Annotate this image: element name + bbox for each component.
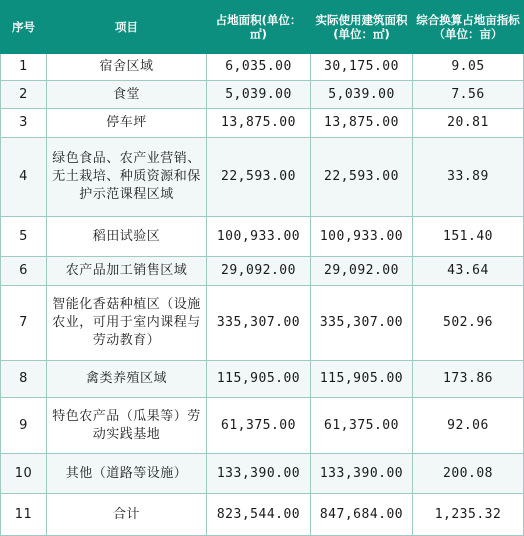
header-no: 序号 xyxy=(1,1,47,54)
row-project: 宿舍区域 xyxy=(47,54,207,81)
row-building-area: 29,092.00 xyxy=(311,257,413,286)
table-row xyxy=(1,109,524,138)
row-mu-index: 9.05 xyxy=(413,54,524,81)
table-row xyxy=(1,361,524,398)
row-building-area: 13,875.00 xyxy=(311,109,413,138)
row-project: 农产品加工销售区域 xyxy=(47,257,207,286)
row-building-area: 61,375.00 xyxy=(311,398,413,454)
header-project: 项目 xyxy=(47,1,207,54)
row-mu-index: 502.96 xyxy=(413,286,524,361)
row-mu-index: 173.86 xyxy=(413,361,524,398)
row-no: 4 xyxy=(1,138,47,217)
row-building-area: 115,905.00 xyxy=(311,361,413,398)
row-mu-index: 33.89 xyxy=(413,138,524,217)
row-no: 7 xyxy=(1,286,47,361)
row-building-area: 133,390.00 xyxy=(311,454,413,494)
table-row xyxy=(1,286,524,361)
row-no: 9 xyxy=(1,398,47,454)
row-land-area: 133,390.00 xyxy=(207,454,311,494)
row-land-area: 100,933.00 xyxy=(207,217,311,257)
row-mu-index: 1,235.32 xyxy=(413,494,524,536)
table-row xyxy=(1,398,524,454)
row-project: 绿色食品、农产业营销、无土栽培、种质资源和保护示范课程区域 xyxy=(47,138,207,217)
row-land-area: 22,593.00 xyxy=(207,138,311,217)
row-no: 3 xyxy=(1,109,47,138)
row-no: 2 xyxy=(1,81,47,109)
row-project: 稻田试验区 xyxy=(47,217,207,257)
row-project: 特色农产品（瓜果等）劳动实践基地 xyxy=(47,398,207,454)
row-land-area: 5,039.00 xyxy=(207,81,311,109)
row-no: 10 xyxy=(1,454,47,494)
row-mu-index: 200.08 xyxy=(413,454,524,494)
row-building-area: 100,933.00 xyxy=(311,217,413,257)
row-building-area: 335,307.00 xyxy=(311,286,413,361)
row-land-area: 823,544.00 xyxy=(207,494,311,536)
row-project: 禽类养殖区域 xyxy=(47,361,207,398)
row-no: 6 xyxy=(1,257,47,286)
row-mu-index: 20.81 xyxy=(413,109,524,138)
table-row xyxy=(1,454,524,494)
header-row xyxy=(1,1,524,54)
row-project: 其他（道路等设施） xyxy=(47,454,207,494)
header-land-area: 占地面积(单位：㎡) xyxy=(207,1,311,54)
row-mu-index: 43.64 xyxy=(413,257,524,286)
row-project: 停车坪 xyxy=(47,109,207,138)
row-mu-index: 151.40 xyxy=(413,217,524,257)
row-land-area: 6,035.00 xyxy=(207,54,311,81)
table-row-total xyxy=(1,494,524,536)
row-land-area: 13,875.00 xyxy=(207,109,311,138)
row-project: 智能化香菇种植区（设施农业，可用于室内课程与劳动教育） xyxy=(47,286,207,361)
row-land-area: 115,905.00 xyxy=(207,361,311,398)
table-row xyxy=(1,257,524,286)
row-no: 5 xyxy=(1,217,47,257)
row-mu-index: 7.56 xyxy=(413,81,524,109)
table-row xyxy=(1,138,524,217)
row-building-area: 5,039.00 xyxy=(311,81,413,109)
row-building-area: 22,593.00 xyxy=(311,138,413,217)
row-mu-index: 92.06 xyxy=(413,398,524,454)
table-row xyxy=(1,217,524,257)
row-no: 1 xyxy=(1,54,47,81)
row-project: 合计 xyxy=(47,494,207,536)
row-no: 8 xyxy=(1,361,47,398)
row-building-area: 847,684.00 xyxy=(311,494,413,536)
header-building-area: 实际使用建筑面积(单位：㎡) xyxy=(311,1,413,54)
row-land-area: 29,092.00 xyxy=(207,257,311,286)
header-mu-index: 综合换算占地亩指标（单位：亩） xyxy=(413,1,524,54)
row-building-area: 30,175.00 xyxy=(311,54,413,81)
row-no: 11 xyxy=(1,494,47,536)
row-land-area: 61,375.00 xyxy=(207,398,311,454)
table-row xyxy=(1,81,524,109)
row-project: 食堂 xyxy=(47,81,207,109)
table-row xyxy=(1,54,524,81)
row-land-area: 335,307.00 xyxy=(207,286,311,361)
